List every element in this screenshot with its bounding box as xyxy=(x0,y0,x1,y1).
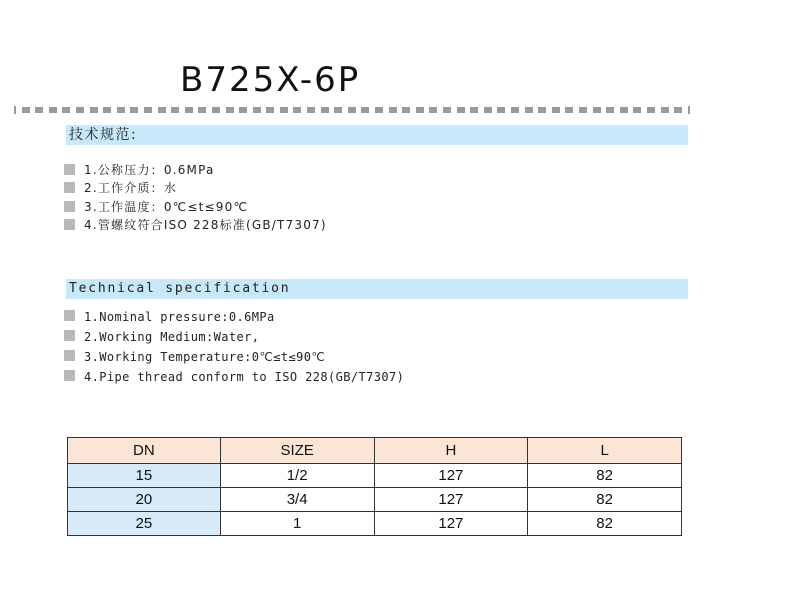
square-bullet-icon xyxy=(64,370,75,381)
divider-end-mark xyxy=(688,106,690,114)
spec-text: 2.Working Medium:Water, xyxy=(84,330,260,344)
divider-dash xyxy=(22,107,30,113)
divider-dash xyxy=(484,107,492,113)
divider-dash xyxy=(593,107,601,113)
divider-dash xyxy=(470,107,478,113)
square-bullet-icon xyxy=(64,164,75,175)
table-cell: 82 xyxy=(528,512,682,536)
divider-dash xyxy=(429,107,437,113)
dashed-divider xyxy=(14,106,690,114)
header-cell-dn: DN xyxy=(68,438,221,464)
table-cell: 127 xyxy=(374,488,528,512)
divider-dash xyxy=(565,107,573,113)
divider-dash xyxy=(525,107,533,113)
divider-dash xyxy=(647,107,655,113)
divider-dash xyxy=(158,107,166,113)
list-item xyxy=(64,216,327,235)
divider-dash xyxy=(62,107,70,113)
square-bullet-icon xyxy=(64,330,75,341)
divider-dash xyxy=(497,107,505,113)
divider-dash xyxy=(266,107,274,113)
table-header-row xyxy=(68,438,682,464)
table-cell: 25 xyxy=(68,512,221,536)
square-bullet-icon xyxy=(64,182,75,193)
divider-dash xyxy=(35,107,43,113)
divider-dash xyxy=(633,107,641,113)
divider-dash xyxy=(239,107,247,113)
divider-dash xyxy=(293,107,301,113)
divider-dash xyxy=(280,107,288,113)
divider-dash xyxy=(552,107,560,113)
divider-dash xyxy=(307,107,315,113)
divider-dash xyxy=(198,107,206,113)
spec-text: 4.管螺纹符合ISO 228标准(GB/T7307) xyxy=(84,218,327,233)
square-bullet-icon xyxy=(64,350,75,361)
table-cell: 82 xyxy=(528,464,682,488)
chinese-spec-list xyxy=(64,160,327,234)
header-cell-h: H xyxy=(374,438,528,464)
divider-dash xyxy=(348,107,356,113)
spec-text: 1.Nominal pressure:0.6MPa xyxy=(84,310,275,324)
divider-dash xyxy=(674,107,682,113)
table-cell: 127 xyxy=(374,512,528,536)
divider-dash xyxy=(49,107,57,113)
divider-dash xyxy=(130,107,138,113)
square-bullet-icon xyxy=(64,310,75,321)
spec-text: 3.工作温度：0℃≤t≤90℃ xyxy=(84,199,249,214)
divider-dash xyxy=(402,107,410,113)
divider-dash xyxy=(226,107,234,113)
table-cell: 1/2 xyxy=(220,464,374,488)
english-spec-list xyxy=(64,307,404,387)
divider-dash xyxy=(361,107,369,113)
list-item xyxy=(64,367,404,387)
product-title: B725X-6P xyxy=(180,60,361,100)
spec-text: 1.公称压力：0.6MPa xyxy=(84,162,215,177)
chinese-spec-heading: 技术规范: xyxy=(66,125,688,145)
divider-dash xyxy=(416,107,424,113)
divider-dash xyxy=(606,107,614,113)
divider-dash xyxy=(253,107,261,113)
list-item xyxy=(64,179,327,198)
divider-dash xyxy=(511,107,519,113)
divider-dash xyxy=(103,107,111,113)
divider-dash xyxy=(321,107,329,113)
list-item xyxy=(64,327,404,347)
list-item xyxy=(64,347,404,367)
header-cell-size: SIZE xyxy=(220,438,374,464)
table-cell: 127 xyxy=(374,464,528,488)
divider-dash xyxy=(212,107,220,113)
square-bullet-icon xyxy=(64,201,75,212)
table-cell: 20 xyxy=(68,488,221,512)
list-item xyxy=(64,307,404,327)
table-row xyxy=(68,512,682,536)
divider-dash xyxy=(90,107,98,113)
table-row xyxy=(68,488,682,512)
header-cell-l: L xyxy=(528,438,682,464)
divider-dash xyxy=(375,107,383,113)
divider-dash xyxy=(185,107,193,113)
table-cell: 1 xyxy=(220,512,374,536)
divider-dash xyxy=(579,107,587,113)
spec-text: 3.Working Temperature:0℃≤t≤90℃ xyxy=(84,350,326,364)
dimensions-table xyxy=(67,437,682,536)
spec-text: 4.Pipe thread conform to ISO 228(GB/T7307) xyxy=(84,370,405,384)
divider-dash xyxy=(443,107,451,113)
divider-dash xyxy=(117,107,125,113)
divider-end-mark xyxy=(14,106,16,114)
divider-dash xyxy=(171,107,179,113)
divider-dash xyxy=(538,107,546,113)
divider-dash xyxy=(389,107,397,113)
table-cell: 15 xyxy=(68,464,221,488)
table-row xyxy=(68,464,682,488)
list-item xyxy=(64,197,327,216)
list-item xyxy=(64,160,327,179)
divider-dash xyxy=(620,107,628,113)
divider-dash xyxy=(76,107,84,113)
table-cell: 3/4 xyxy=(220,488,374,512)
spec-text: 2.工作介质：水 xyxy=(84,181,178,196)
divider-dash xyxy=(457,107,465,113)
english-spec-heading: Technical specification xyxy=(66,279,688,299)
square-bullet-icon xyxy=(64,219,75,230)
table-cell: 82 xyxy=(528,488,682,512)
divider-dash xyxy=(144,107,152,113)
divider-dash xyxy=(334,107,342,113)
divider-dash xyxy=(661,107,669,113)
